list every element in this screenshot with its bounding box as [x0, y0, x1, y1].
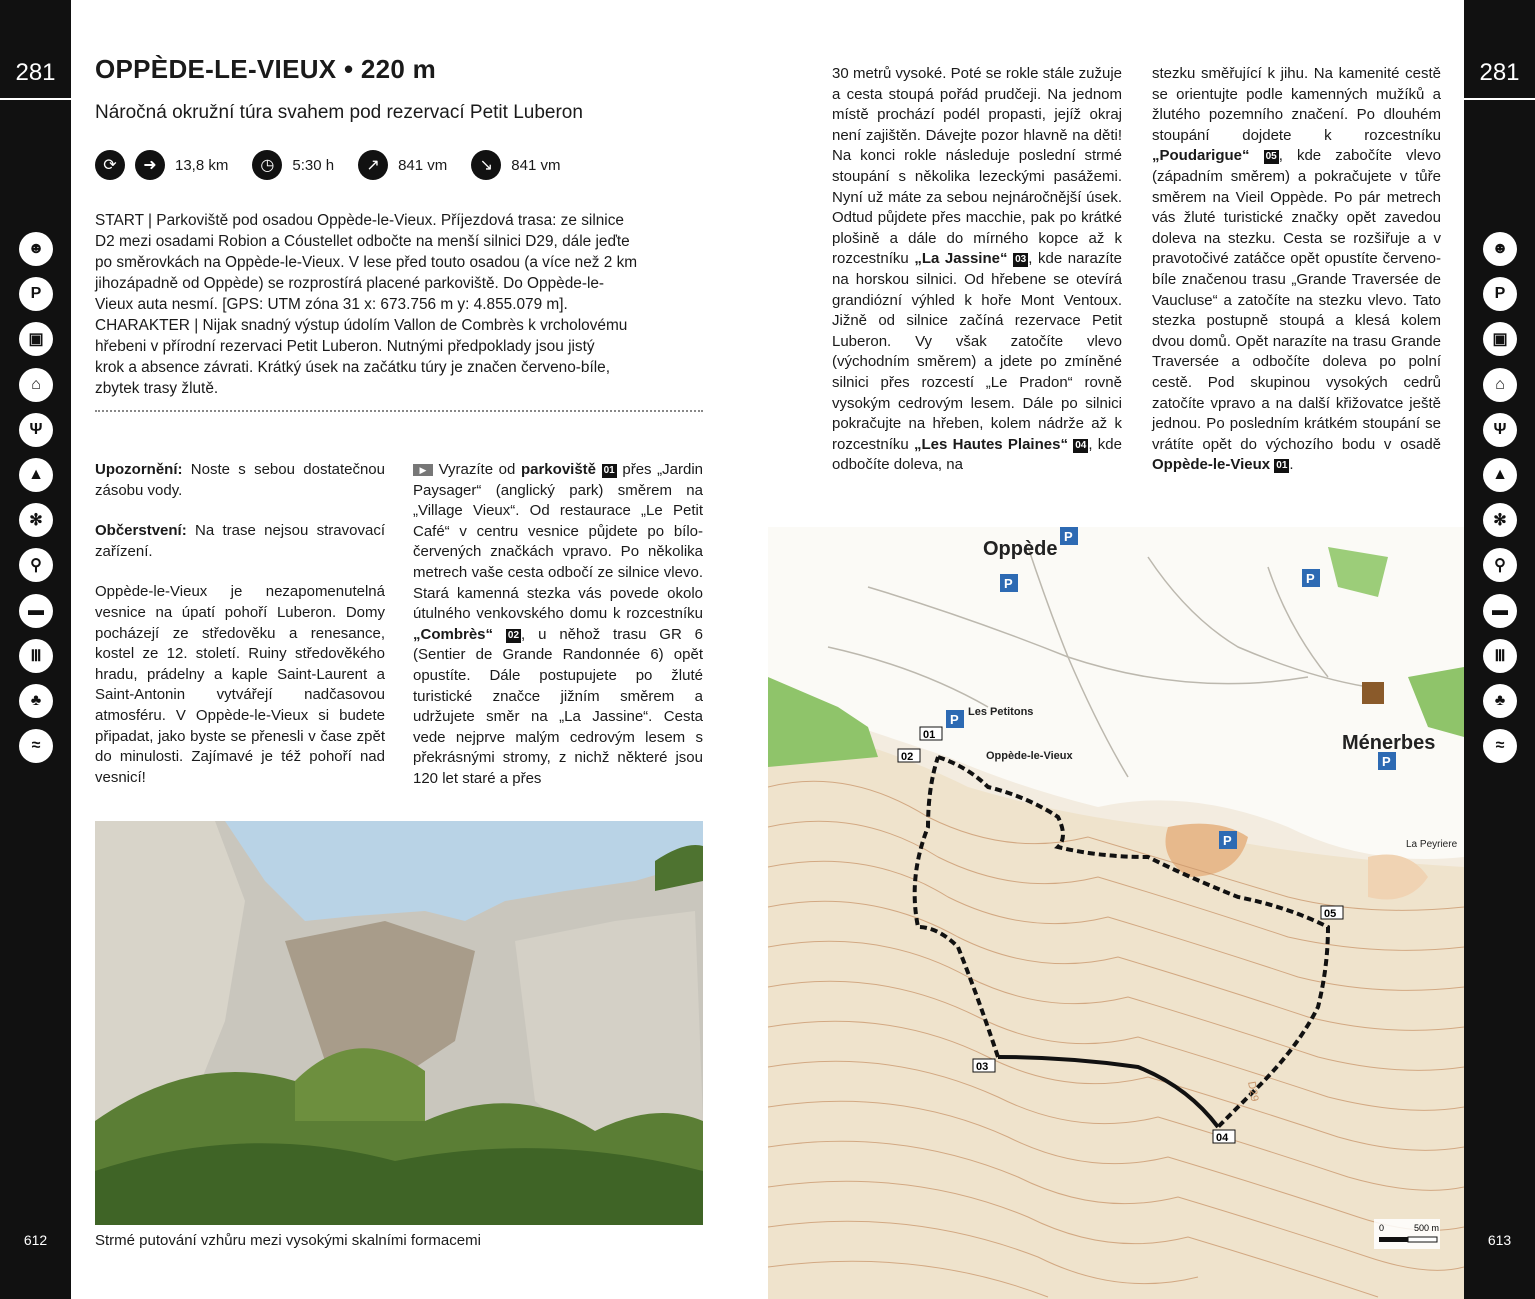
descent-value: 841 vm	[511, 156, 561, 174]
waypoint-number: 01	[603, 465, 615, 476]
waypoint-name: „Poudarigue“	[1152, 147, 1250, 165]
info-line: CHARAKTER | Nijak snadný výstup údolím Vallon de Combrès k vrcholovému	[95, 317, 628, 334]
restaurant-icon: Ψ	[19, 413, 53, 447]
gorge-photo	[95, 821, 703, 1225]
distance-icon: ➜	[135, 150, 165, 180]
warning-paragraph	[95, 460, 385, 501]
food-text: Na trase nejsou stravovací zařízení.	[95, 522, 385, 560]
route-text: , kde zabočíte vlevo (západním směrem) a pokračujete v tůře směrem na Vieil Oppède. Po pár metrech vás žluté turistické značky opět zavedou doleva na stezku. Cesta se rozšiřuje a v pravotočivé zatáčce opět opustíte červeno-bíle značenou trasu „Grande Traversée de Vaucluse“ a zatočíte na stezku vlevo. Tato stezka postupně stoupá a klesá kolem dvou domů. Opět narazíte na trasu Grande Traversée a odbočíte doleva po polní cestě. Pod skupinou vysokých cedrů zatočíte vpravo a na další křižovatce ještě jednou. Po posledním krátkém stoupání se vrátíte opět do výchozího bodu v osadě	[1152, 147, 1442, 453]
ascent-icon: ↗	[358, 150, 388, 180]
warning-text: Noste s sebou dostatečnou zásobu vody.	[95, 461, 385, 499]
swim-icon: ≈	[19, 729, 53, 763]
parking-icon: P	[1483, 277, 1517, 311]
info-line: hřebeni v přírodní rezervaci Petit Luberon. Nutnými předpoklady jsou jistý	[95, 338, 595, 355]
cable-car-icon: ⌂	[1483, 368, 1517, 402]
play-arrow-icon: ▶	[413, 464, 433, 476]
waypoint-04: 04	[1216, 1132, 1229, 1144]
route-text: 30 metrů vysoké. Poté se rokle stále zužuje a cesta stoupá pořád prudčeji. Na jednom místě prochází podél propasti, jejíž okraj není zajištěn. Dávejte pozor hlavně na děti! Na konci rokle následuje poslední strmé stoupání s několika lezeckými pasážemi. Nyní už máte za sebou nejnáročnější úsek. Odtud půjdete přes macchie, pak po krátké plošině a dále do mírného kopce až k rozcestníku	[832, 65, 1122, 268]
scale-label: 500 m	[1414, 1223, 1440, 1233]
column-notes	[95, 460, 385, 808]
restaurant-icon: Ψ	[1483, 413, 1517, 447]
summit-icon: ▲	[19, 458, 53, 492]
museum-icon: Ⅲ	[1483, 639, 1517, 673]
route-text: , kde odbočíte doleva, na	[832, 435, 1122, 474]
waypoint-02: 02	[901, 751, 914, 763]
info-line: D2 mezi osadami Robion a Cóustellet odbočte na menší silnici D29, dále jeďte	[95, 233, 630, 250]
info-line: START | Parkoviště pod osadou Oppède-le-Vieux. Příjezdová trasa: ze silnice	[95, 212, 624, 229]
waypoint-05: 05	[1324, 908, 1337, 920]
warning-label: Upozornění:	[95, 461, 183, 478]
route-text: stezku směřující k jihu. Na kamenité cestě se orientujte podle kamenných mužíků a žlutého pozemního značení. Po dlouhém stoupání dojdete k rozcestníku	[1152, 65, 1441, 144]
divider	[95, 410, 703, 412]
clock-icon: ◷	[252, 150, 282, 180]
route-text: , kde narazíte na horskou silnici. Od hřebene se otevírá grandiózní výhled k hoře Mont Ventoux. Jižně od silnice začíná rezervace Petit Luberon. Vy však zatočíte vlevo (východním směrem) a jdete po zmíněné silnici přes rozcestí „Le Pradon“ rovně vysokým cedrovým lesem. Dále po silnici pokračujte na hřeben, kolem nádrže až k rozcestníku	[832, 250, 1123, 453]
bike-icon: ⚲	[19, 548, 53, 582]
waypoint-number: 03	[1015, 254, 1027, 266]
category-icons	[1483, 232, 1517, 774]
route-text: Vyrazíte od	[433, 461, 521, 478]
column-route-3	[1152, 64, 1441, 496]
tree-icon: ♣	[1483, 684, 1517, 718]
intro-paragraph: Oppède-le-Vieux je nezapomenutelná vesnice na úpatí pohoří Luberon. Domy pocházejí ze středověku a renesance, kostel ze 12. století. Ruiny středověkého hradu, prádelny a kaple Saint-Laurent a Saint-Antonin vytvářejí nadčasovou atmosféru. V Oppède-le-Vieux si budete připadat, jako byste se přenesli v čase zpět do minulosti. Zajímavé je též pohoří nad vesnicí!	[95, 583, 385, 786]
food-label: Občerstvení:	[95, 522, 187, 540]
tour-stats	[95, 150, 574, 180]
category-icons	[19, 232, 53, 774]
museum-icon: Ⅲ	[19, 639, 53, 673]
svg-text:P: P	[1382, 754, 1391, 769]
info-line: Vieux auta nesmí. [GPS: UTM zóna 31 x: 673.756 m y: 4.855.079 m].	[95, 296, 568, 313]
bear-icon: ☻	[1483, 232, 1517, 266]
bear-icon: ☻	[19, 232, 53, 266]
museum-icon	[1362, 682, 1384, 704]
snow-icon: ✻	[19, 503, 53, 537]
loop-icon: ⟳	[95, 150, 125, 180]
page-subtitle: Náročná okružní túra svahem pod rezervací Petit Luberon	[95, 102, 583, 123]
distance-value: 13,8 km	[175, 156, 229, 174]
map-label-road: D29	[1245, 1080, 1261, 1103]
map-label-oppede: Oppède	[983, 538, 1058, 560]
route-text: .	[1289, 456, 1294, 474]
bus-icon: ▣	[19, 322, 53, 356]
snow-icon: ✻	[1483, 503, 1517, 537]
map-label-petitons: Les Petitons	[968, 706, 1034, 718]
waypoint-name: „Combrès“	[413, 625, 494, 643]
page-number-right: 613	[1487, 1232, 1512, 1248]
route-map	[768, 527, 1464, 1299]
waypoint-name: „La Jassine“	[914, 250, 1008, 268]
page-title: OPPÈDE-LE-VIEUX • 220 m	[95, 54, 437, 84]
svg-text:P: P	[1223, 833, 1232, 848]
tour-number: 281	[0, 50, 71, 100]
waypoint-number: 05	[1265, 151, 1277, 163]
parking-icon: P	[19, 277, 53, 311]
map-label-oppede-vieux: Oppède-le-Vieux	[986, 750, 1073, 762]
photo-caption: Strmé putování vzhůru mezi vysokými skalními formacemi	[95, 1232, 481, 1249]
route-paragraph	[413, 460, 703, 790]
route-paragraph	[832, 64, 1122, 476]
svg-text:P: P	[1306, 571, 1315, 586]
map-label-peyriere: La Peyriere	[1406, 839, 1458, 850]
swim-icon: ≈	[1483, 729, 1517, 763]
bed-icon: ▬	[19, 594, 53, 628]
column-route-1	[413, 460, 703, 810]
info-line: zbytek trasy žlutě.	[95, 380, 219, 397]
bus-icon: ▣	[1483, 322, 1517, 356]
info-line: krok a absence závrati. Krátký úsek na začátku túry je značen červeno-bíle,	[95, 359, 610, 376]
route-paragraph	[1152, 64, 1441, 476]
route-text: , u něhož trasu GR 6 (Sentier de Grande Randonnée 6) opět opustíte. Dále postupujete po žluté turistické značce jižním směrem a udržujete směr na „La Jassine“. Cesta vede nejprve malým cedrovým lesem s překrásnými stromy, z nichž některé jsou 120 let staré a přes	[413, 625, 704, 787]
svg-text:P: P	[1064, 529, 1073, 544]
page-number-left: 612	[23, 1232, 48, 1248]
waypoint-name: parkoviště	[520, 461, 597, 478]
food-paragraph	[95, 521, 385, 562]
waypoint-name: Oppède-le-Vieux	[1152, 456, 1271, 474]
ascent-value: 841 vm	[398, 156, 448, 174]
waypoint-name: „Les Hautes Plaines“	[913, 435, 1068, 453]
map-label-menerbes: Ménerbes	[1342, 732, 1436, 754]
route-text: přes „Jardin Paysager“ (anglický park) směrem na „Village Vieux“. Od restaurace „Le Petit Café“ v centru vesnice půjdete po bílo-červených značkách vpravo. Po několika metrech vaše cesta odbočí ze silnice vlevo. Stará kamenná stezka vás povede okolo útulného venkovského domu k rozcestníku	[413, 461, 703, 623]
bike-icon: ⚲	[1483, 548, 1517, 582]
column-route-2	[832, 64, 1122, 496]
tour-number: 281	[1464, 50, 1535, 100]
waypoint-03: 03	[976, 1061, 989, 1073]
waypoint-01: 01	[923, 729, 936, 741]
summit-icon: ▲	[1483, 458, 1517, 492]
cable-car-icon: ⌂	[19, 368, 53, 402]
waypoint-number: 04	[1075, 439, 1087, 451]
descent-icon: ↘	[471, 150, 501, 180]
tree-icon: ♣	[19, 684, 53, 718]
right-sidebar	[1464, 0, 1535, 1299]
left-sidebar	[0, 0, 71, 1299]
start-info-block	[95, 210, 703, 399]
time-value: 5:30 h	[292, 156, 335, 174]
svg-text:P: P	[950, 712, 959, 727]
info-line: jihozápadně od Oppède) se rozprostírá placené parkoviště. Do Oppède-le-	[95, 275, 605, 292]
bed-icon: ▬	[1483, 594, 1517, 628]
waypoint-number: 01	[1276, 460, 1288, 472]
scale-zero: 0	[1379, 1223, 1385, 1233]
svg-text:P: P	[1004, 576, 1013, 591]
waypoint-number: 02	[507, 629, 520, 641]
info-line: po směrovkách na Oppède-le-Vieux. V lese před touto osadou (a více než 2 km	[95, 254, 638, 271]
